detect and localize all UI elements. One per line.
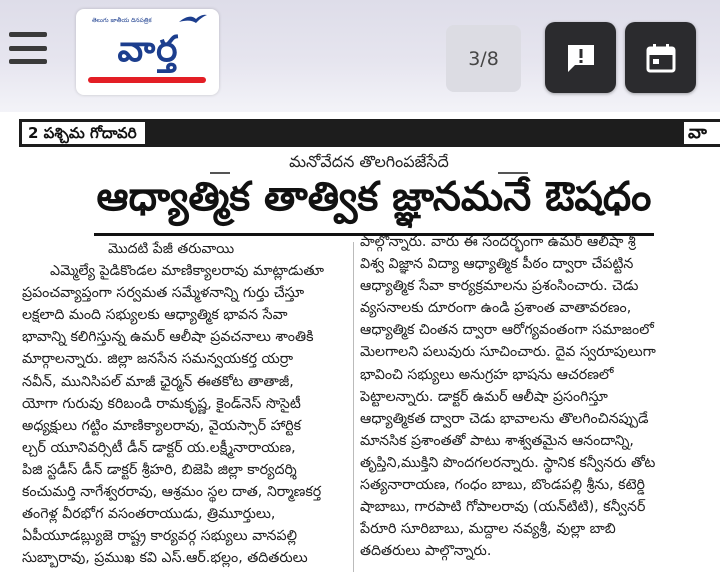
newspaper-clipping[interactable] (0, 112, 720, 583)
article-line: తృప్తిని,ముక్తిని పొందగలరన్నారు. స్థానిక కన్వీనరు తోట (360, 454, 656, 471)
article-line: ప్రపంచవ్యాప్తంగా సర్వమత సమ్మేళనాన్ని గుర్తు చేస్తూ (22, 285, 305, 302)
column-divider (353, 242, 354, 572)
article-line: ఆధ్యాత్మిక చింతన ద్వారా ఆరోగ్యవంతంగా సమాజంలో (360, 322, 654, 339)
article-line: ఆధ్యాత్మికత ద్వారా చెడు భావాలను తొలగించినప్పుడే (360, 410, 649, 427)
article-line: భావించి సభ్యులు అనుగ్రహ భాషను ఆచరణలో (360, 366, 614, 383)
article-line: షాబాబు, గారపాటి గోపాలరావు (యన్‌టిటి), కన్వీనర్ (360, 499, 646, 516)
logo-underline (88, 77, 206, 83)
article-line: తదితరులు పాల్గొన్నారు. (360, 543, 492, 560)
edition-label: 2 పశ్చిమ గోదావరి (22, 122, 145, 144)
article-line: పేరూరి సూరిబాబు, మద్దాల నవ్యశ్రీ, వుల్లా బాబి (360, 521, 616, 538)
article-line: యోగా గురువు కరిబండి రామకృష్ణ, కైండ్‌నెస్ సొసైటీ (22, 395, 301, 412)
article-line: పెట్టాలన్నారు. డాక్టర్ ఉమర్ ఆలీషా ప్రసంగిస్తూ (360, 388, 608, 405)
article-line: మార్గాలన్నారు. జిల్లా జనసేన సమన్వయకర్త యర్రా (22, 351, 294, 368)
logo-wordmark: వార్త (117, 29, 179, 70)
article-line: ఆధ్యాత్మిక సేవా కార్యక్రమాలను ప్రశంసించారు. చెడు (360, 278, 639, 295)
article-line: పిజి స్టడీస్ డీన్ డాక్టర్ శ్రీహరి, బిజెపి జిల్లా కార్యదర్శి (22, 461, 297, 478)
article-line: ఏపీయూడబ్ల్యుజె రాష్ట్ర కార్యవర్గ సభ్యులు వానపల్లి (22, 528, 297, 545)
article-line: కంచుమర్తి నాగేశ్వరరావు, ఆశ్రమం స్థల దాత, నిర్మాణకర్త (22, 484, 322, 501)
feedback-button[interactable] (545, 22, 616, 93)
vaartha-logo[interactable] (76, 9, 219, 95)
article-line: వ్యసనాలకు దూరంగా ఉండి ప్రశాంత వాతావరణం, (360, 300, 632, 317)
article-line: పాల్గొన్నారు. వారు ఈ సందర్భంగా ఉమర్ ఆలీషా శ్రీ (360, 234, 636, 250)
article-line: సుబ్బారావు, ప్రముఖ కవి ఎస్.ఆర్.భల్లం, తదితరులు (22, 550, 308, 567)
edition-masthead-fragment: వా (684, 122, 720, 144)
logo-bird-icon (178, 13, 208, 27)
article-headline: ఆధ్యాత్మిక తాత్విక జ్ఞానమనే ఔషధం (94, 170, 654, 236)
calendar-button[interactable] (625, 22, 696, 93)
article-column-left (22, 238, 366, 576)
article-line: ఎమ్మెల్యే పైడికొండల మాణిక్యాలరావు మాట్లాడుతూ (50, 263, 324, 280)
article-line: తంగెళ్ల వీరభోగ వసంతరాయుడు, త్రిమూర్తులు, (22, 506, 276, 523)
article-column-right (360, 231, 704, 576)
article-line: ల్చర్ యూనివర్సిటీ డీన్ డాక్టర్ య.లక్ష్మీనారాయణ, (22, 439, 296, 456)
article-line: సత్యనారాయణ, గంధం బాబు, బొండపల్లి శ్రీను, కటెర్డి (360, 477, 645, 494)
app-top-bar (0, 0, 720, 112)
article-line: విశ్వ విజ్ఞాన విద్యా ఆధ్యాత్మిక పీఠం ద్వారా చేపట్టిన (360, 256, 634, 273)
continued-from-front-page: మొదటి పేజీ తరువాయి (108, 241, 235, 257)
logo-tagline: తెలుగు జాతీయ దినపత్రిక (92, 17, 152, 24)
article-line: భావాన్ని కలిగిస్తున్న ఉమర్ ఆలీషా ప్రవచనాలు శాంతికి (22, 329, 314, 346)
article-line: నవీన్, మునిసిపల్ మాజీ ఛైర్మన్ ఈతకోట తాతాజీ, (22, 373, 294, 390)
calendar-icon (644, 41, 678, 75)
article-line: మెలగాలని పలువురు సూచించారు. దైవ స్వరూపులుగా (360, 344, 656, 361)
article-line: లక్షలాది మంది సభ్యులకు ఆధ్యాత్మిక భావన సేవా (22, 307, 288, 324)
article-kicker: మనోవేదన తొలగింపజేసేదే (289, 152, 449, 171)
article-line: అధ్యక్షులు గట్టిం మాణిక్యాలరావు, వైయస్సార్ హార్టిక (22, 417, 302, 434)
message-alert-icon (564, 41, 598, 75)
article-line: మానసిక ప్రశాంతతో పాటు శాశ్వతమైన ఆనందాన్ని, (360, 432, 634, 449)
edition-header-bar (19, 119, 720, 147)
page-indicator[interactable]: 3/8 (446, 25, 521, 92)
hamburger-menu-icon[interactable] (9, 32, 47, 64)
